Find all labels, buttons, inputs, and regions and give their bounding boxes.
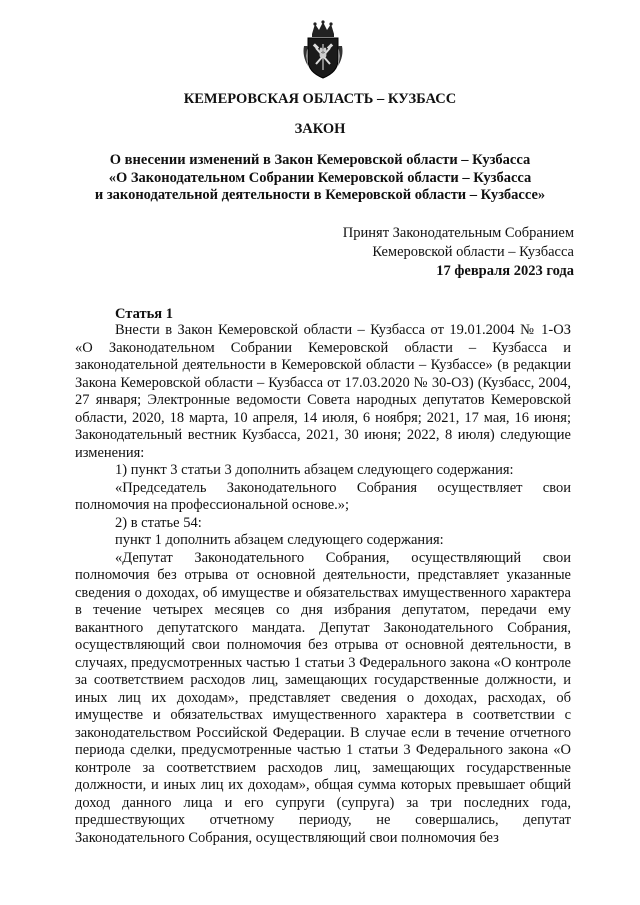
article-body bbox=[75, 322, 571, 847]
law-title-line: и законодательной деятельности в Кемеровской области – Кузбассе» bbox=[94, 187, 546, 203]
paragraph: «Председатель Законодательного Собрания осуществляет свои полномочия на профессиональной основе.»; bbox=[75, 479, 571, 513]
adoption-line: Кемеровской области – Кузбасса bbox=[372, 244, 574, 260]
coat-of-arms-icon bbox=[302, 20, 344, 80]
paragraph: 2) в статье 54: bbox=[115, 514, 202, 531]
law-title-line: «О Законодательном Собрании Кемеровской области – Кузбасса bbox=[108, 169, 532, 186]
law-title-line: О внесении изменений в Закон Кемеровской области – Кузбасса bbox=[109, 152, 531, 168]
paragraph: Внести в Закон Кемеровской области – Кузбасса от 19.01.2004 № 1-ОЗ «О Законодательном Собрании Кемеровской области – Кузбасса и законодательной деятельности в Кемеровской области – Кузбассе» (в редакции Закона Кемеровской области – Кузбасса от 17.03.2020 № 30-ОЗ) (Кузбасс, 2004, 27 января; Электронные ведомости Совета народных депутатов Кемеровской области, 2020, 18 марта, 10 апреля, 14 июля, 6 ноября; 2021, 17 мая, 16 июня; Законодательный вестник Кузбасса, 2021, 30 июня; 2022, 8 июля) следующие изменения: bbox=[75, 322, 571, 461]
adoption-block bbox=[343, 224, 574, 281]
region-heading: КЕМЕРОВСКАЯ ОБЛАСТЬ – КУЗБАСС bbox=[183, 91, 457, 107]
paragraph: пункт 1 дополнить абзацем следующего содержания: bbox=[115, 532, 444, 548]
law-title bbox=[60, 152, 580, 205]
adoption-line: Принят Законодательным Собранием bbox=[342, 225, 574, 241]
document-type: ЗАКОН bbox=[294, 121, 346, 137]
article-title: Статья 1 bbox=[115, 306, 173, 322]
adoption-date: 17 февраля 2023 года bbox=[436, 263, 574, 279]
paragraph: 1) пункт 3 статьи 3 дополнить абзацем следующего содержания: bbox=[115, 462, 514, 478]
paragraph: «Депутат Законодательного Собрания, осуществляющий свои полномочия без отрыва от основной деятельности, представляет указанные сведения о доходах, об имуществе и обязательствах имущественного характера в течение четырех месяцев со дня избрания депутатом, передачи ему вакантного депутатского мандата. Депутат Законодательного Собрания, осуществляющий свои полномочия без отрыва от основной деятельности, в случаях, предусмотренных частью 1 статьи 3 Федерального закона «О контроле за соответствием расходов лиц, замещающих государственные должности, и иных лиц их доходам», представляет сведения о доходах, расходах, об имуществе и обязательствах имущественного характера в соответствии с законодательством Российской Федерации. В случае если в течение отчетного периода сделки, предусмотренные частью 1 статьи 3 Федерального закона «О контроле за соответствием расходов лиц, замещающих государственные должности, и иных лиц их доходам», общая сумма которых превышает общий доход данного лица и его супруги (супруга) за три последних года, предшествующих отчетному периоду, не совершались, депутат Законодательного Собрания, осуществляющий свои полномочия без bbox=[75, 549, 571, 846]
